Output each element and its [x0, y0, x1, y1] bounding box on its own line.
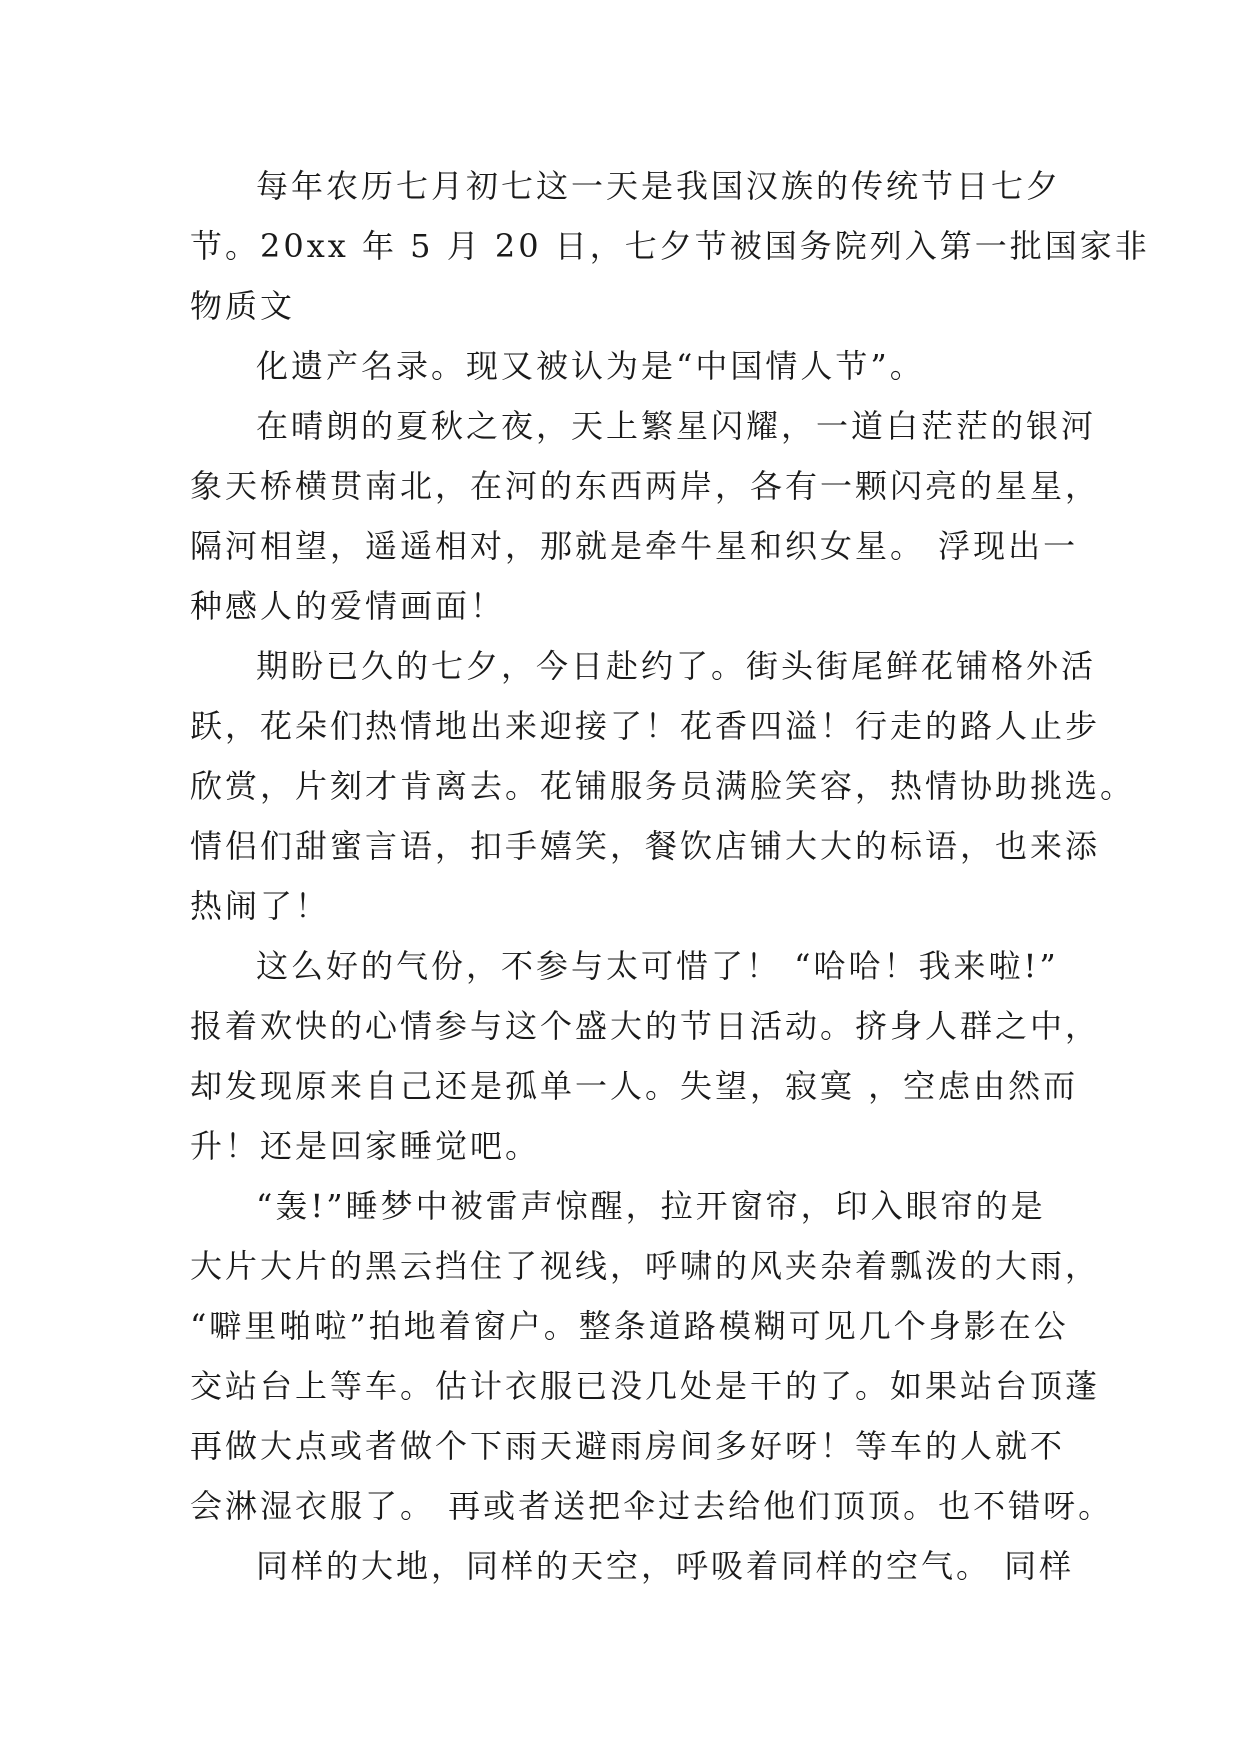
text-line: 升！还是回家睡觉吧。 — [190, 1127, 541, 1165]
text-line: 节。20xx 年 5 月 20 日，七夕节被国务院列入第一批国家非 — [190, 227, 1150, 265]
text-line: 欣赏，片刻才肯离去。花铺服务员满脸笑容，热情协助挑选。 — [190, 767, 1136, 805]
text-line: 报着欢快的心情参与这个盛大的节日活动。挤身人群之中， — [190, 1007, 1101, 1045]
text-line: 情侣们甜蜜言语，扣手嬉笑，餐饮店铺大大的标语，也来添 — [190, 827, 1101, 865]
text-line: 交站台上等车。估计衣服已没几处是干的了。如果站台顶蓬 — [190, 1367, 1101, 1405]
text-line: 大片大片的黑云挡住了视线，呼啸的风夹杂着瓢泼的大雨， — [190, 1247, 1101, 1285]
text-line: 隔河相望，遥遥相对，那就是牵牛星和织女星。 浮现出一 — [190, 527, 1079, 565]
text-line: 热闹了！ — [190, 887, 331, 925]
text-line: 却发现原来自己还是孤单一人。失望，寂寞 ，空虑由然而 — [190, 1067, 1079, 1105]
text-line: 种感人的爱情画面！ — [190, 587, 506, 625]
text-line: 跃，花朵们热情地出来迎接了！花香四溢！行走的路人止步 — [190, 707, 1101, 745]
text-line: 象天桥横贯南北，在河的东西两岸，各有一颗闪亮的星星， — [190, 467, 1101, 505]
text-line: 每年农历七月初七这一天是我国汉族的传统节日七夕 — [256, 167, 1062, 205]
text-line: 再做大点或者做个下雨天避雨房间多好呀！等车的人就不 — [190, 1427, 1066, 1465]
text-line: 期盼已久的七夕，今日赴约了。街头街尾鲜花铺格外活 — [256, 647, 1097, 685]
text-line: 物质文 — [190, 287, 296, 325]
text-line: 化遗产名录。现又被认为是“中国情人节”。 — [256, 347, 925, 385]
text-line: 会淋湿衣服了。 再或者送把伞过去给他们顶顶。也不错呀。 — [190, 1487, 1114, 1525]
text-line: “轰!”睡梦中被雷声惊醒，拉开窗帘，印入眼帘的是 — [256, 1187, 1046, 1225]
text-line: 这么好的气份，不参与太可惜了！ “哈哈！我来啦!” — [256, 947, 1059, 985]
body-text — [190, 156, 1150, 1596]
text-line: “噼里啪啦”拍地着窗户。整条道路模糊可见几个身影在公 — [190, 1307, 1069, 1345]
text-line: 在晴朗的夏秋之夜，天上繁星闪耀，一道白茫茫的银河 — [256, 407, 1097, 445]
text-line: 同样的大地，同样的天空，呼吸着同样的空气。 同样 — [256, 1547, 1075, 1585]
